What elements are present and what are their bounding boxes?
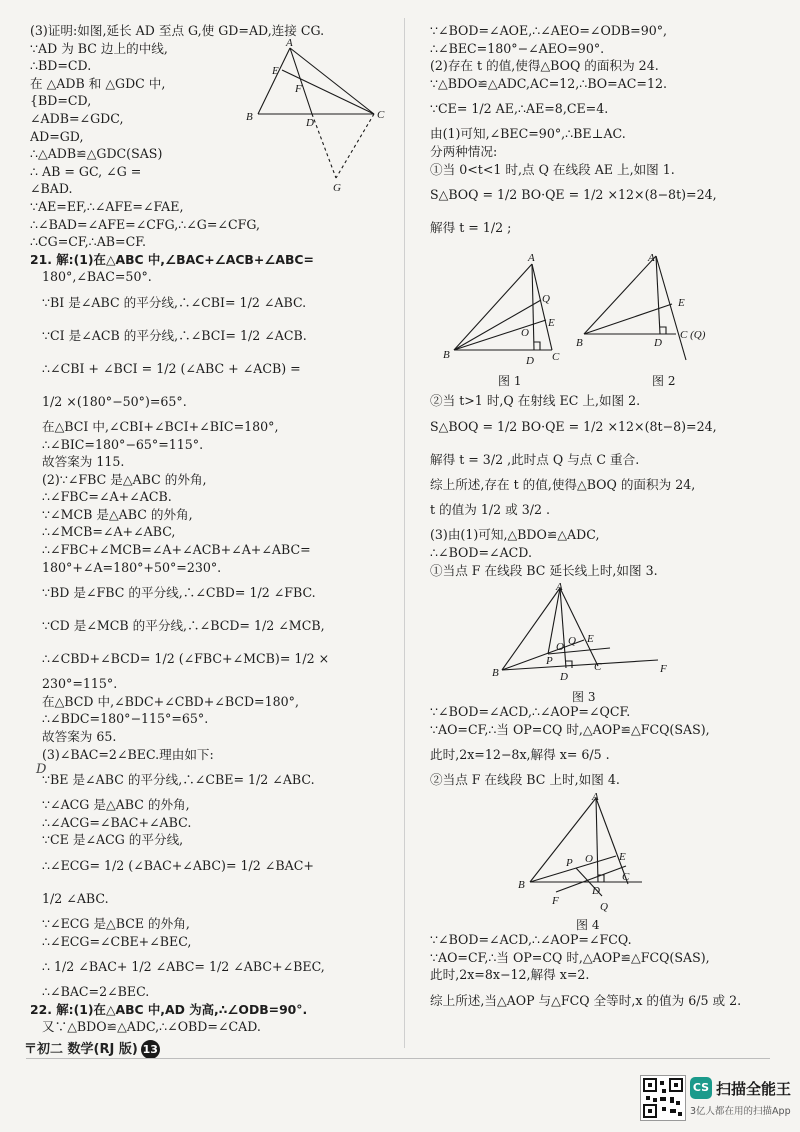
text-line: (3)∠BAC=2∠BEC.理由如下: bbox=[42, 746, 214, 762]
point-label: B bbox=[576, 337, 583, 349]
text-line: 综上所述,当△AOP 与△FCQ 全等时,x 的值为 6/5 或 2. bbox=[430, 992, 742, 1008]
point-label: E bbox=[272, 65, 279, 77]
text-line: 综上所述,存在 t 的值,使得△BOQ 的面积为 24, bbox=[430, 476, 696, 492]
text-line: ∴∠FBC+∠MCB=∠A+∠ACB+∠A+∠ABC= bbox=[42, 542, 311, 558]
text-line: ①当 0<t<1 时,点 Q 在线段 AE 上,如图 1. bbox=[430, 161, 675, 177]
footer-text: 〒初二 数学(RJ 版) bbox=[24, 1042, 138, 1057]
text-line: 又∵△BDO≌△ADC,∴∠OBD=∠CAD. bbox=[42, 1019, 261, 1035]
figure-top-left bbox=[236, 36, 386, 196]
point-label: D bbox=[560, 671, 568, 683]
text-line: ∵BI 是∠ABC 的平分线,∴∠CBI= 1/2 ∠ABC. bbox=[42, 294, 307, 310]
point-label: Q bbox=[542, 293, 550, 305]
point-label: C bbox=[552, 351, 560, 363]
text-line: t 的值为 1/2 或 3/2 . bbox=[430, 502, 550, 518]
text-line: ∴∠BAD=∠AFE=∠CFG,∴∠G=∠CFG, bbox=[30, 216, 260, 232]
text-line: ∴BD=CD. bbox=[30, 58, 92, 74]
text-line: ∴CG=CF,∴AB=CF. bbox=[30, 234, 147, 250]
text-line: ∵AD 为 BC 边上的中线, bbox=[30, 40, 168, 56]
text-line: ∴∠BEC=180°−∠AEO=90°. bbox=[430, 40, 605, 56]
text-line: ∴∠MCB=∠A+∠ABC, bbox=[42, 524, 176, 540]
point-label: D bbox=[592, 885, 600, 897]
text-line: ②当 t>1 时,Q 在射线 EC 上,如图 2. bbox=[430, 393, 641, 409]
text-line: 由(1)可知,∠BEC=90°,∴BE⊥AC. bbox=[430, 126, 626, 142]
point-label: Q bbox=[600, 901, 608, 912]
text-line: 21. 解:(1)在△ABC 中,∠BAC+∠ACB+∠ABC= bbox=[30, 251, 314, 267]
text-line: ∵BE 是∠ABC 的平分线,∴∠CBE= 1/2 ∠ABC. bbox=[42, 772, 315, 788]
point-label: E bbox=[619, 851, 626, 863]
point-label: C (Q) bbox=[680, 329, 706, 341]
page-number: 13 bbox=[141, 1040, 160, 1059]
margin-mark: D bbox=[36, 762, 47, 777]
question-22 bbox=[30, 1001, 386, 1019]
brand-name: 扫描全能王 bbox=[716, 1079, 792, 1098]
text-line: 分两种情况: bbox=[430, 143, 498, 159]
text-line: 故答案为 65. bbox=[42, 729, 117, 745]
text-line: (3)证明:如图,延长 AD 至点 G,使 GD=AD,连接 CG. bbox=[30, 23, 325, 38]
footer-divider bbox=[26, 1058, 770, 1059]
text-line: ∴∠CBI + ∠BCI = 1/2 (∠ABC + ∠ACB) = bbox=[42, 360, 301, 376]
text-line: ∵AO=CF,∴当 OP=CQ 时,△AOP≌△FCQ(SAS), bbox=[430, 949, 710, 965]
text-line: 22. 解:(1)在△ABC 中,AD 为高,∴∠ODB=90°. bbox=[30, 1001, 308, 1017]
point-label: P bbox=[546, 655, 553, 667]
point-label: E bbox=[678, 297, 685, 309]
point-label: O bbox=[556, 641, 564, 653]
text-line: 1/2 ∠ABC. bbox=[42, 891, 109, 906]
text-line: ∴∠FBC=∠A+∠ACB. bbox=[42, 489, 172, 505]
text-line: 解得 t = 1/2 ; bbox=[430, 220, 512, 236]
text-line: ∠BAD. bbox=[30, 181, 73, 197]
text-line: ∵∠BOD=∠ACD,∴∠AOP=∠QCF. bbox=[430, 704, 631, 720]
text-line: ∵∠BOD=∠ACD,∴∠AOP=∠FCQ. bbox=[430, 931, 632, 947]
text-line: 180°+∠A=180°+50°=230°. bbox=[42, 559, 222, 575]
text-line: ∵∠MCB 是△ABC 的外角, bbox=[42, 506, 193, 522]
text-line: ∴∠ECG= 1/2 (∠BAC+∠ABC)= 1/2 ∠BAC+ bbox=[42, 858, 314, 873]
point-label: O bbox=[585, 853, 593, 865]
text-line: (3)由(1)可知,△BDO≌△ADC, bbox=[430, 527, 600, 543]
brand-tagline: 3亿人都在用的扫描App bbox=[690, 1106, 791, 1117]
point-label: A bbox=[528, 252, 535, 264]
text-line: ∴∠ECG=∠CBE+∠BEC, bbox=[42, 933, 192, 949]
text-line: (2)存在 t 的值,使得△BOQ 的面积为 24. bbox=[430, 58, 659, 74]
page-footer bbox=[24, 1038, 160, 1059]
point-label: O bbox=[521, 327, 529, 339]
point-label: A bbox=[648, 252, 655, 264]
text-line: ∴△ADB≌△GDC(SAS) bbox=[30, 146, 163, 162]
text-line: ∴∠BDC=180°−115°=65°. bbox=[42, 711, 209, 727]
figure-1 bbox=[440, 250, 580, 375]
text-line: ∴∠ACG=∠BAC+∠ABC. bbox=[42, 814, 192, 830]
point-label: F bbox=[552, 895, 559, 907]
point-label: A bbox=[592, 792, 599, 803]
text-line: ∵AO=CF,∴当 OP=CQ 时,△AOP≌△FCQ(SAS), bbox=[430, 721, 710, 737]
point-label: C bbox=[622, 871, 630, 883]
text-line: ②当点 F 在线段 BC 上时,如图 4. bbox=[430, 772, 620, 788]
text-line: 230°=115°. bbox=[42, 676, 118, 692]
column-divider bbox=[404, 18, 405, 1048]
text-line: 解得 t = 3/2 ,此时点 Q 与点 C 重合. bbox=[430, 451, 640, 467]
point-label: C bbox=[594, 661, 602, 673]
text-line: 此时,2x=12−8x,解得 x= 6/5 . bbox=[430, 747, 610, 763]
text-line: (2)∵∠FBC 是△ABC 的外角, bbox=[42, 471, 207, 487]
point-label: D bbox=[526, 355, 534, 367]
point-label: F bbox=[660, 663, 667, 675]
figure-3 bbox=[490, 582, 680, 684]
geometry-diagram bbox=[576, 250, 726, 375]
point-label: E bbox=[587, 633, 594, 645]
text-line: 在 △ADB 和 △GDC 中, bbox=[30, 75, 166, 91]
text-line: {BD=CD, bbox=[30, 93, 92, 109]
figure-4 bbox=[516, 792, 666, 912]
text-line: ∵CD 是∠MCB 的平分线,∴∠BCD= 1/2 ∠MCB, bbox=[42, 618, 325, 634]
question-21 bbox=[30, 251, 386, 269]
geometry-diagram bbox=[516, 792, 666, 912]
geometry-diagram bbox=[440, 250, 580, 375]
qr-code-icon bbox=[640, 1075, 686, 1121]
text-line: 在△BCI 中,∠CBI+∠BCI+∠BIC=180°, bbox=[42, 418, 279, 434]
text-line: ∵BD 是∠FBC 的平分线,∴∠CBD= 1/2 ∠FBC. bbox=[42, 585, 316, 601]
text-line: S△BOQ = 1/2 BO·QE = 1/2 ×12×(8−8t)=24, bbox=[430, 187, 717, 203]
qr-pattern bbox=[641, 1076, 685, 1120]
text-line: 在△BCD 中,∠BDC+∠CBD+∠BCD=180°, bbox=[42, 693, 299, 709]
geometry-diagram bbox=[490, 582, 680, 684]
point-label: C bbox=[377, 109, 385, 121]
cs-logo-icon: CS bbox=[690, 1077, 712, 1099]
figure-4-caption: 图 4 bbox=[576, 918, 600, 932]
text-line: ∴∠CBD+∠BCD= 1/2 (∠FBC+∠MCB)= 1/2 × bbox=[42, 651, 330, 667]
point-label: A bbox=[286, 37, 293, 49]
point-label: B bbox=[443, 349, 450, 361]
point-label: D bbox=[654, 337, 662, 349]
text-line: S△BOQ = 1/2 BO·QE = 1/2 ×12×(8t−8)=24, bbox=[430, 418, 717, 434]
text-line: 此时,2x=8x−12,解得 x=2. bbox=[430, 967, 590, 983]
text-line: ∵CI 是∠ACB 的平分线,∴∠BCI= 1/2 ∠ACB. bbox=[42, 327, 307, 343]
figure-2-caption: 图 2 bbox=[652, 374, 676, 388]
point-label: D bbox=[306, 117, 314, 129]
point-label: A bbox=[556, 582, 563, 593]
text-line: ∴ AB = GC, ∠G = bbox=[30, 163, 142, 179]
text-line: ∵CE 是∠ACG 的平分线, bbox=[42, 832, 184, 848]
text-line: ∵△BDO≌△ADC,AC=12,∴BO=AC=12. bbox=[430, 75, 667, 91]
point-label: P bbox=[566, 857, 573, 869]
geometry-diagram bbox=[236, 36, 386, 196]
text-line: ∴∠BOD=∠ACD. bbox=[430, 544, 532, 560]
scanner-watermark bbox=[690, 1077, 791, 1117]
point-label: B bbox=[518, 879, 525, 891]
text-line: 180°,∠BAC=50°. bbox=[42, 269, 152, 285]
point-label: G bbox=[333, 182, 341, 194]
text-line: ①当点 F 在线段 BC 延长线上时,如图 3. bbox=[430, 562, 658, 578]
figure-1-caption: 图 1 bbox=[498, 374, 522, 388]
text-line: 故答案为 115. bbox=[42, 454, 125, 470]
text-line: ∠ADB=∠GDC, bbox=[30, 110, 124, 126]
point-label: F bbox=[295, 83, 302, 95]
text-line: ∵CE= 1/2 AE,∴AE=8,CE=4. bbox=[430, 101, 609, 117]
point-label: Q bbox=[568, 635, 576, 647]
point-label: E bbox=[548, 317, 555, 329]
figure-2 bbox=[576, 250, 726, 375]
text-line: ∴ 1/2 ∠BAC+ 1/2 ∠ABC= 1/2 ∠ABC+∠BEC, bbox=[42, 959, 325, 975]
figure-3-caption: 图 3 bbox=[572, 690, 596, 704]
text-line: ∴∠BIC=180°−65°=115°. bbox=[42, 436, 204, 452]
text-line: AD=GD, bbox=[30, 128, 84, 144]
point-label: B bbox=[246, 111, 253, 123]
text-line: ∴∠BAC=2∠BEC. bbox=[42, 984, 150, 1000]
point-label: B bbox=[492, 667, 499, 679]
text-line: ∵∠BOD=∠AOE,∴∠AEO=∠ODB=90°, bbox=[430, 23, 668, 38]
text-line: ∵AE=EF,∴∠AFE=∠FAE, bbox=[30, 198, 184, 214]
text-line: ∵∠ECG 是△BCE 的外角, bbox=[42, 916, 190, 931]
text-line: ∵∠ACG 是△ABC 的外角, bbox=[42, 797, 190, 813]
text-line: 1/2 ×(180°−50°)=65°. bbox=[42, 393, 187, 409]
